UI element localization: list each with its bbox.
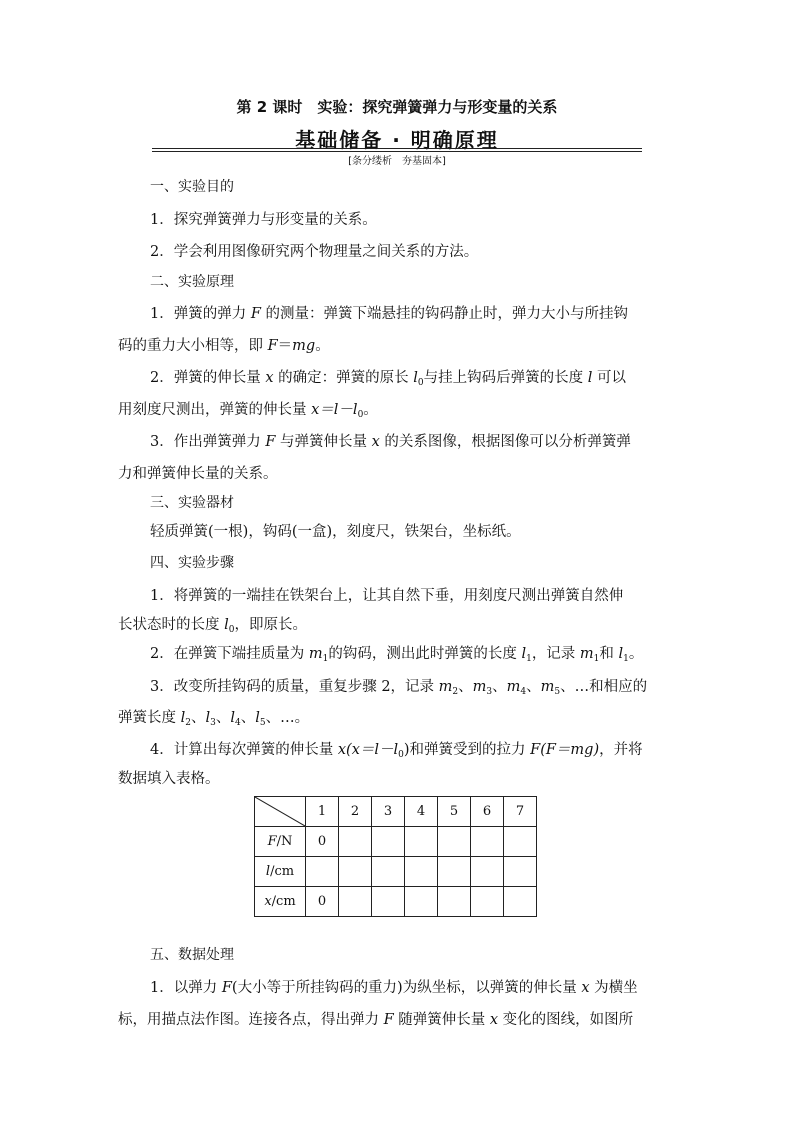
step-4-line-2: 数据填入表格。: [118, 771, 220, 787]
table-cell: 0: [306, 887, 339, 917]
table-cell: [405, 857, 438, 887]
heading-principle: 二、实验原理: [150, 274, 234, 290]
var-m: m: [506, 679, 521, 695]
principle-2-line-1: [150, 366, 626, 388]
processing-1-line-1: [150, 976, 638, 997]
unit: /cm: [270, 864, 295, 879]
var-l: l: [265, 864, 271, 879]
subscript: 1: [623, 654, 629, 664]
column-header: 2: [339, 797, 372, 827]
var-x: x: [337, 742, 347, 758]
subscript: 0: [357, 410, 364, 420]
text: 4．计算出每次弹簧的伸长量: [150, 742, 338, 758]
var-mg: mg: [292, 338, 316, 354]
separator: 、: [190, 710, 206, 726]
table-cell: [339, 887, 372, 917]
var-l: l: [587, 370, 593, 386]
principle-1-line-1: [150, 302, 628, 323]
text: 可以: [592, 370, 626, 386]
unit: /N: [276, 834, 293, 849]
table-cell: [504, 857, 537, 887]
banner-rule: [152, 148, 642, 149]
table-cell: [372, 887, 405, 917]
var-l: l: [255, 710, 260, 726]
text: ，记录: [531, 646, 580, 662]
table-cell: [471, 857, 504, 887]
text: ，即原长。: [234, 617, 307, 633]
text: 3．作出弹簧弹力: [150, 434, 266, 450]
var-m: m: [438, 679, 453, 695]
step-1-line-1: 1．将弹簧的一端挂在铁架台上，让其自然下垂，用刻度尺测出弹簧自然伸: [150, 588, 624, 604]
subscript: 2: [452, 687, 459, 697]
var-F: F: [250, 306, 261, 322]
text: 标，用描点法作图。连接各点，得出弹力: [118, 1012, 384, 1028]
subscript: 3: [210, 718, 216, 728]
column-header: 6: [471, 797, 504, 827]
subscript: 1: [526, 654, 532, 664]
subscript: 5: [259, 718, 266, 728]
text: (大小等于所挂钩码的重力)为纵坐标，以弹簧的伸长量: [231, 980, 582, 996]
var-m: m: [579, 646, 594, 662]
subscript: 0: [417, 378, 424, 388]
section-banner: 基础储备 · 明确原理: [295, 128, 499, 152]
table-row: [255, 827, 537, 857]
text: 3．改变所挂钩码的质量，重复步骤 2，记录: [150, 679, 439, 695]
text: 2．在弹簧下端挂质量为: [150, 646, 309, 662]
text: ＝: [277, 338, 293, 354]
text: 。: [628, 646, 644, 662]
principle-3-line-2: 力和弹簧伸长量的关系。: [118, 466, 278, 482]
var-l: l: [230, 710, 235, 726]
text: 与挂上钩码后弹簧的长度: [423, 370, 588, 386]
table-cell: [306, 857, 339, 887]
text: 和: [599, 646, 619, 662]
subscript: 1: [593, 654, 600, 664]
row-label-x: [255, 887, 306, 917]
text: 变化的图线，如图所: [498, 1012, 634, 1028]
var-F: F: [221, 980, 232, 996]
principle-2-line-2: [118, 398, 378, 420]
table-cell: [438, 887, 471, 917]
text: 随弹簧伸长量: [393, 1012, 490, 1028]
separator: 、: [526, 679, 541, 695]
table-header-row: [255, 797, 537, 827]
var-x: x: [264, 894, 272, 909]
var-m: m: [308, 646, 323, 662]
var-F: F: [267, 338, 278, 354]
banner-subtitle: [条分缕析 夯基固本]: [348, 156, 446, 167]
var-F: F: [265, 434, 276, 450]
table-cell: [405, 887, 438, 917]
column-header: 3: [372, 797, 405, 827]
var-x: x: [371, 434, 380, 450]
subscript: 0: [228, 625, 235, 635]
table-cell: [504, 827, 537, 857]
heading-equipment: 三、实验器材: [150, 495, 234, 511]
heading-purpose: 一、实验目的: [150, 179, 234, 195]
column-header: 4: [405, 797, 438, 827]
expr: F(F＝mg): [530, 742, 600, 758]
text: 与弹簧伸长量: [275, 434, 372, 450]
subscript: 0: [398, 750, 404, 760]
step-3-line-1: [150, 675, 647, 697]
table-row: [255, 857, 537, 887]
var-l: l: [618, 646, 624, 662]
text: )和弹簧受到的拉力: [403, 742, 531, 758]
subscript: 1: [322, 654, 329, 664]
text: 、…。: [265, 710, 310, 726]
column-header: 1: [306, 797, 339, 827]
subscript: 2: [185, 718, 191, 728]
separator: 、: [215, 710, 231, 726]
var-l: l: [521, 646, 527, 662]
table-cell: 0: [306, 827, 339, 857]
text: 长状态时的长度: [118, 617, 225, 633]
purpose-item-2: 2．学会利用图像研究两个物理量之间关系的方法。: [150, 244, 479, 260]
var-l: l: [180, 710, 186, 726]
expr: x＝l－l: [311, 402, 358, 418]
principle-3-line-1: [150, 430, 631, 451]
row-label-F: [255, 827, 306, 857]
text: 为横坐: [589, 980, 638, 996]
table-row: [255, 887, 537, 917]
table-cell: [339, 827, 372, 857]
var-x: x: [489, 1012, 499, 1028]
table-cell: [438, 827, 471, 857]
subscript: 5: [554, 687, 561, 697]
table-cell: [471, 827, 504, 857]
equipment-list: 轻质弹簧(一根)，钩码(一盒)，刻度尺，铁架台，坐标纸。: [150, 524, 521, 540]
text: 。: [315, 338, 330, 354]
lesson-title: 第 2 课时 实验：探究弹簧弹力与形变量的关系: [236, 98, 558, 116]
subscript: 4: [520, 687, 527, 697]
heading-data-processing: 五、数据处理: [150, 947, 234, 963]
heading-steps: 四、实验步骤: [150, 555, 234, 571]
separator: 、: [492, 679, 507, 695]
processing-1-line-2: [118, 1008, 633, 1029]
var-m: m: [540, 679, 555, 695]
table-cell: [504, 887, 537, 917]
var-m: m: [472, 679, 487, 695]
text: 、…和相应的: [560, 679, 648, 695]
table-cell: [372, 857, 405, 887]
var-x: x: [265, 370, 274, 386]
var-l: l: [413, 370, 418, 386]
step-4-line-1: [150, 738, 643, 760]
principle-1-line-2: [118, 334, 330, 355]
subscript: 3: [486, 687, 493, 697]
text: 的测量：弹簧下端悬挂的钩码静止时，弹力大小与所挂钩: [260, 306, 629, 322]
text: 用刻度尺测出，弹簧的伸长量: [118, 402, 312, 418]
text: 1．弹簧的弹力: [150, 306, 251, 322]
subscript: 4: [235, 718, 241, 728]
expr: (x＝l－l: [346, 742, 399, 758]
text: 的关系图像，根据图像可以分析弹簧弹: [379, 434, 631, 450]
var-l: l: [205, 710, 211, 726]
table-cell: [339, 857, 372, 887]
step-2: [150, 642, 643, 664]
text: 码的重力大小相等，即: [118, 338, 268, 354]
step-1-line-2: [118, 613, 307, 635]
row-label-l: [255, 857, 306, 887]
text: 1．以弹力: [150, 980, 222, 996]
table-cell: [405, 827, 438, 857]
purpose-item-1: 1．探究弹簧弹力与形变量的关系。: [150, 212, 377, 228]
data-table: [254, 796, 537, 917]
table-cell: [471, 887, 504, 917]
var-F: F: [267, 834, 277, 849]
diagonal-line: [255, 797, 305, 826]
text: 的钩码，测出此时弹簧的长度: [328, 646, 522, 662]
table-corner-cell: [255, 797, 306, 827]
var-l: l: [224, 617, 229, 633]
text: 2．弹簧的伸长量: [150, 370, 266, 386]
column-header: 7: [504, 797, 537, 827]
table-cell: [438, 857, 471, 887]
text: 。: [363, 402, 378, 418]
column-header: 5: [438, 797, 471, 827]
step-3-line-2: [118, 706, 309, 728]
separator: 、: [240, 710, 256, 726]
table-cell: [372, 827, 405, 857]
unit: /cm: [271, 894, 296, 909]
text: 弹簧长度: [118, 710, 181, 726]
separator: 、: [458, 679, 473, 695]
var-x: x: [581, 980, 590, 996]
var-F: F: [383, 1012, 394, 1028]
text: 的确定：弹簧的原长: [273, 370, 414, 386]
text: ，并将: [599, 742, 643, 758]
